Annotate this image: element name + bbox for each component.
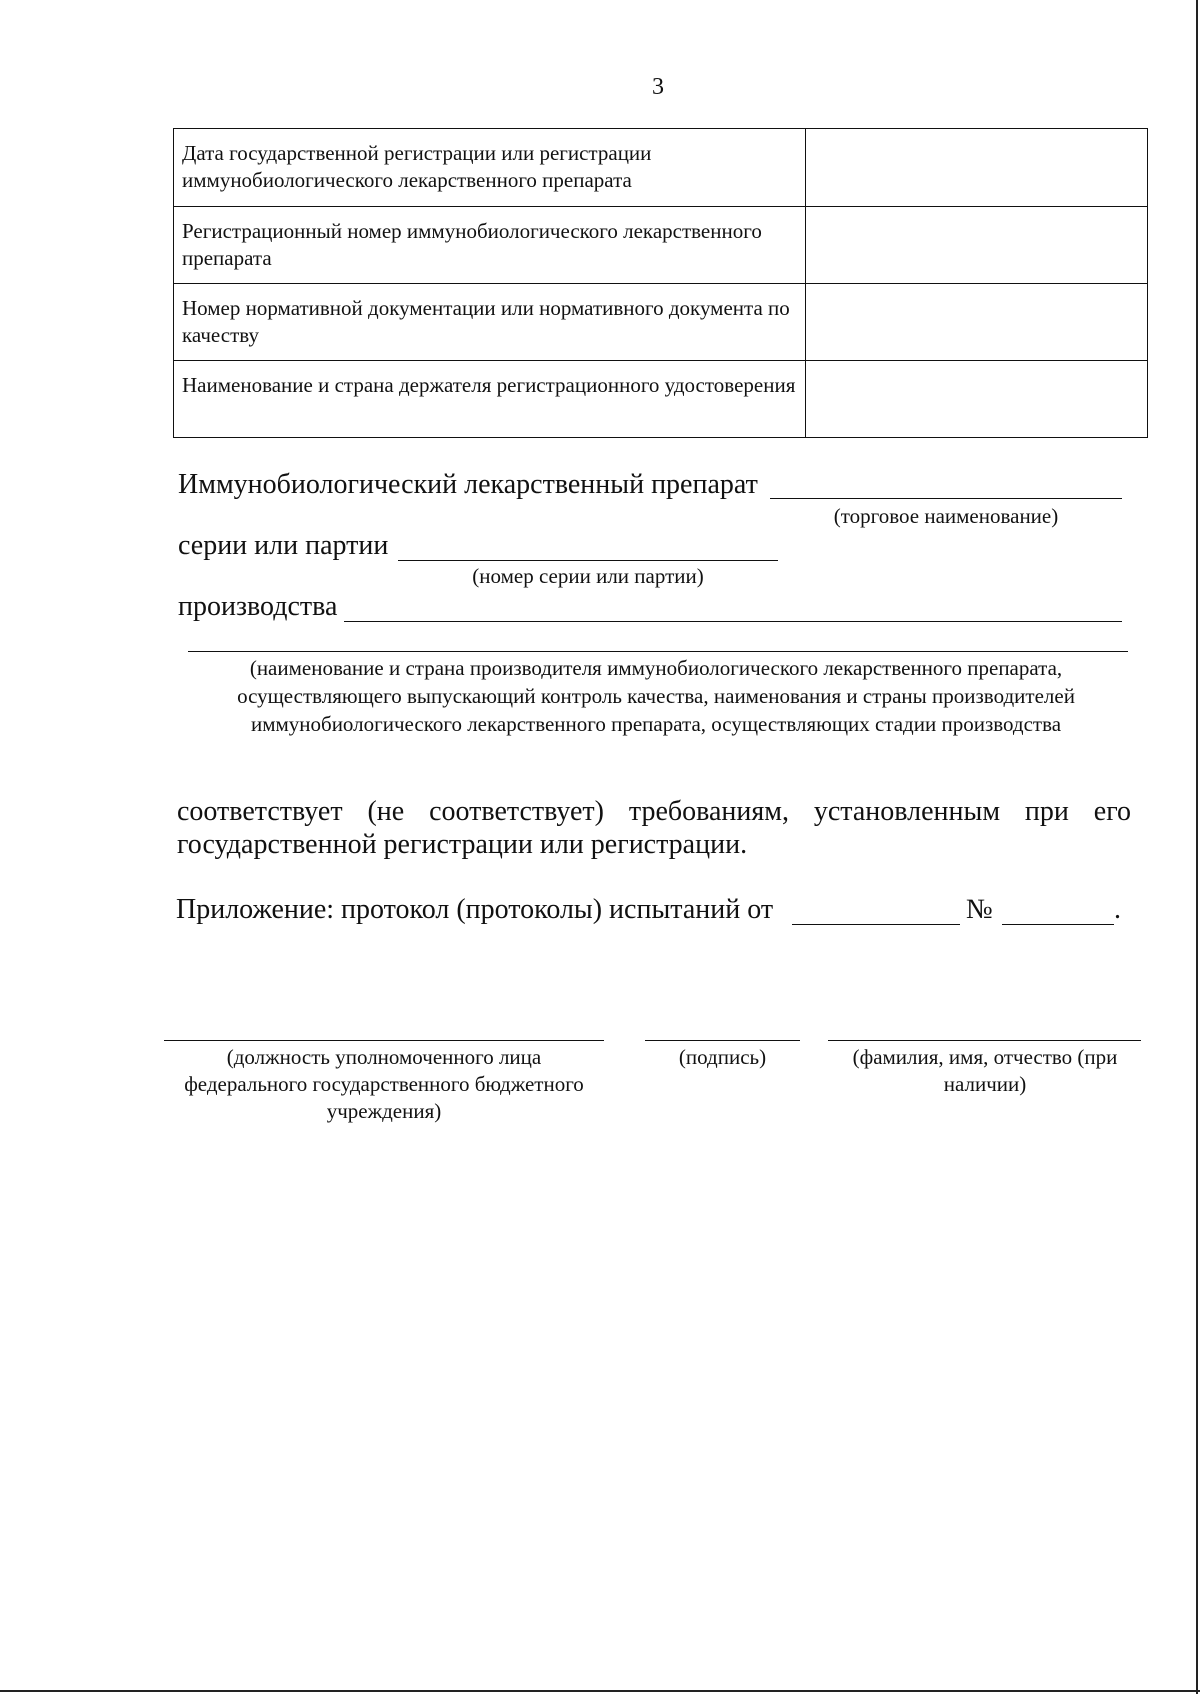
table-row-label: Дата государственной регистрации или регистрации иммунобиологического лекарственного препарата [174,129,806,207]
position-caption: (должность уполномоченного лица федерального государственного бюджетного учреждения) [184,1045,584,1123]
table-row-value-field[interactable] [806,129,1148,207]
full-name-field[interactable] [828,1040,1141,1041]
production-field[interactable] [344,621,1122,622]
registration-info-table [173,128,1148,438]
signature-caption: (подпись) [678,1045,767,1069]
table-row-label: Наименование и страна держателя регистрационного удостоверения [174,361,806,438]
page-edge-right [1196,0,1198,1694]
table-row-value-field[interactable] [806,361,1148,438]
protocol-date-field[interactable] [792,924,960,925]
page-edge-bottom [0,1690,1200,1692]
manufacturer-caption: (наименование и страна производителя иммунобиологического лекарственного препарата, осуществляющего выпускающий контроль качества, наименования и страны производителей иммунобиологического лекарственного препарата, осуществляющих стадии производства [237,656,1075,736]
full-name-caption: (фамилия, имя, отчество (при наличии) [852,1045,1118,1096]
number-sign: № [966,894,993,925]
page-number: 3 [652,74,664,100]
product-label: Иммунобиологический лекарственный препарат [178,469,758,500]
position-field[interactable] [164,1040,604,1041]
table-row [174,207,1148,284]
series-label: серии или партии [178,530,389,561]
table-row [174,361,1148,438]
table-row-label: Регистрационный номер иммунобиологического лекарственного препарата [174,207,806,284]
product-caption: (торговое наименование) [833,504,1059,528]
signature-field[interactable] [645,1040,800,1041]
table-row-value-field[interactable] [806,284,1148,361]
table-row [174,129,1148,207]
closing-period: . [1114,894,1121,925]
manufacturer-field[interactable] [188,651,1128,652]
series-caption: (номер серии или партии) [472,564,704,588]
conformity-statement: соответствует (не соответствует) требованиям, установленным при его государственной регистрации или регистрации. [177,796,1131,860]
product-name-field[interactable] [770,498,1122,499]
series-number-field[interactable] [398,560,778,561]
production-label: производства [178,591,338,622]
table-row-value-field[interactable] [806,207,1148,284]
protocol-number-field[interactable] [1002,924,1114,925]
table-row-label: Номер нормативной документации или нормативного документа по качеству [174,284,806,361]
table-row [174,284,1148,361]
attachment-label: Приложение: протокол (протоколы) испытаний от [176,894,774,925]
